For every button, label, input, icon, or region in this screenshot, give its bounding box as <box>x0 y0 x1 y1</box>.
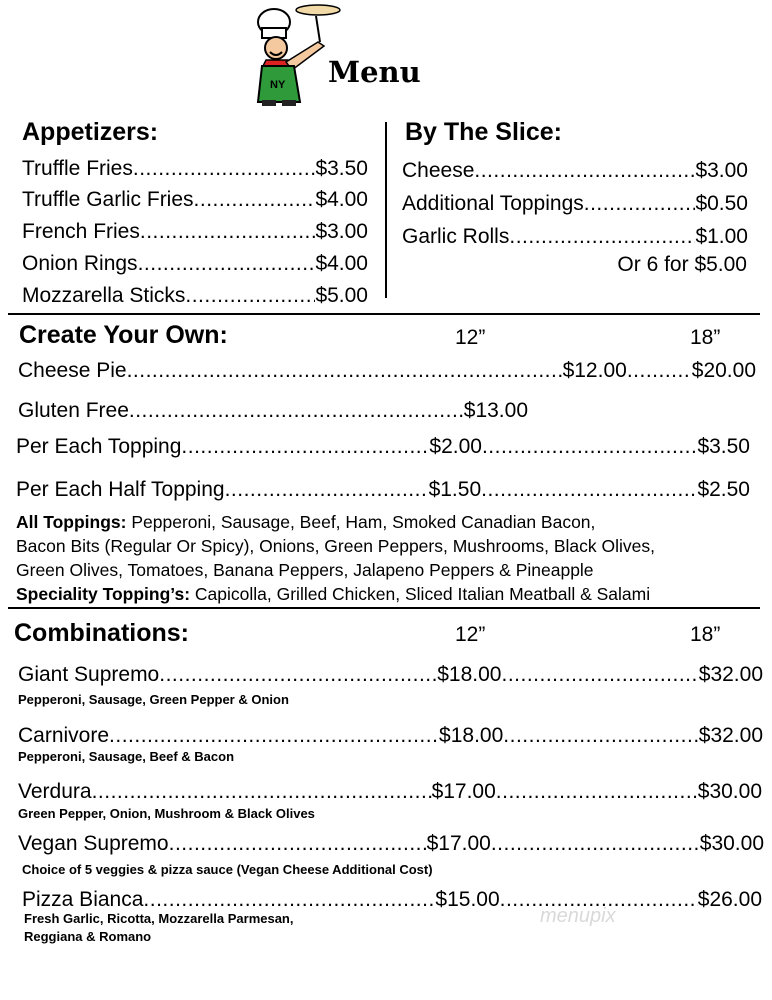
item-price-18: $32.00 <box>698 724 763 747</box>
appetizers-heading: Appetizers: <box>22 118 159 146</box>
item-price-12: $15.00 <box>435 888 500 911</box>
watermark: menupix <box>540 905 616 927</box>
size-18-label: 18” <box>690 326 721 349</box>
item-price-12: $18.00 <box>439 724 504 747</box>
all-toppings-text: Bacon Bits (Regular Or Spicy), Onions, Green Peppers, Mushrooms, Black Olives, <box>16 536 655 556</box>
item-name: Vegan Supremo <box>18 832 169 855</box>
size-18-label: 18” <box>690 623 721 646</box>
item-name: Gluten Free <box>18 399 129 422</box>
all-toppings-text: Pepperoni, Sausage, Beef, Ham, Smoked Canadian Bacon, <box>126 512 596 532</box>
speciality-toppings-text: Capicolla, Grilled Chicken, Sliced Italian Meatball & Salami <box>190 584 651 604</box>
pizza-row <box>18 398 528 424</box>
item-price-18: $20.00 <box>691 359 756 382</box>
list-item: Cheese ..... $3.00 <box>402 158 748 184</box>
item-price-18: $30.00 <box>699 832 764 855</box>
list-item: French Fries ..... $3.00 <box>22 219 368 245</box>
item-name: Pizza Bianca <box>22 888 144 911</box>
list-item: Additional Toppings ..... $0.50 <box>402 191 748 217</box>
svg-text:NY: NY <box>270 79 286 91</box>
item-name: Per Each Topping <box>16 435 182 458</box>
size-12-label: 12” <box>455 623 486 646</box>
size-12-label: 12” <box>455 326 486 349</box>
page-title: Menu <box>328 55 421 89</box>
speciality-toppings-label: Speciality Topping’s: <box>16 584 191 604</box>
item-description: Pepperoni, Sausage, Green Pepper & Onion <box>18 692 289 707</box>
section-divider <box>8 313 760 315</box>
item-name: Cheese Pie <box>18 359 127 382</box>
pizza-row <box>16 477 750 503</box>
appetizers-list <box>22 156 368 309</box>
item-description: Fresh Garlic, Ricotta, Mozzarella Parmesan, <box>24 911 294 926</box>
item-description: Pepperoni, Sausage, Beef & Bacon <box>18 749 235 764</box>
list-item: Garlic Rolls ..... $1.00 <box>402 224 748 250</box>
column-divider <box>385 122 387 298</box>
item-name: Giant Supremo <box>18 663 160 686</box>
item-price-18: $26.00 <box>697 888 762 911</box>
item-price-12: $17.00 <box>426 832 491 855</box>
item-description: Reggiana & Romano <box>24 929 152 944</box>
item-price-18: $32.00 <box>698 663 763 686</box>
item-price-18: $30.00 <box>697 780 762 803</box>
create-your-own-heading: Create Your Own: <box>19 321 228 349</box>
section-divider <box>8 607 760 609</box>
item-price-12: $18.00 <box>437 663 502 686</box>
item-price-12: $2.00 <box>429 435 482 458</box>
item-price-18: $2.50 <box>697 478 750 501</box>
list-item: Onion Rings ..... $4.00 <box>22 251 368 277</box>
item-price-12: $1.50 <box>428 478 482 501</box>
slice-list <box>402 158 748 250</box>
slice-note: Or 6 for $5.00 <box>617 253 747 276</box>
slice-heading: By The Slice: <box>405 118 562 146</box>
item-description: Green Pepper, Onion, Mushroom & Black Olives <box>18 806 315 821</box>
item-name: Per Each Half Topping <box>16 478 225 501</box>
all-toppings-text: Green Olives, Tomatoes, Banana Peppers, Jalapeno Peppers & Pineapple <box>16 560 594 580</box>
item-name: Verdura <box>18 780 92 803</box>
list-item: Truffle Garlic Fries ..... $4.00 <box>22 187 368 213</box>
combo-row <box>18 831 764 857</box>
combo-row <box>18 723 763 749</box>
pizza-row <box>18 358 756 384</box>
all-toppings-label: All Toppings: <box>16 512 127 532</box>
combo-row <box>18 779 762 805</box>
item-description: Choice of 5 veggies & pizza sauce (Vegan Cheese Additional Cost) <box>22 862 433 877</box>
combinations-heading: Combinations: <box>14 619 189 647</box>
toppings-list <box>16 510 760 606</box>
item-price-12: $17.00 <box>431 780 496 803</box>
pizza-row <box>16 434 750 460</box>
list-item: Truffle Fries ..... $3.50 <box>22 156 368 182</box>
combo-row <box>18 662 763 688</box>
item-price-12: $13.00 <box>463 399 528 422</box>
list-item: Mozzarella Sticks ..... $5.00 <box>22 283 368 309</box>
combo-row <box>22 887 762 913</box>
item-price-18: $3.50 <box>697 435 750 458</box>
item-price-12: $12.00 <box>562 359 627 382</box>
item-name: Carnivore <box>18 724 110 747</box>
